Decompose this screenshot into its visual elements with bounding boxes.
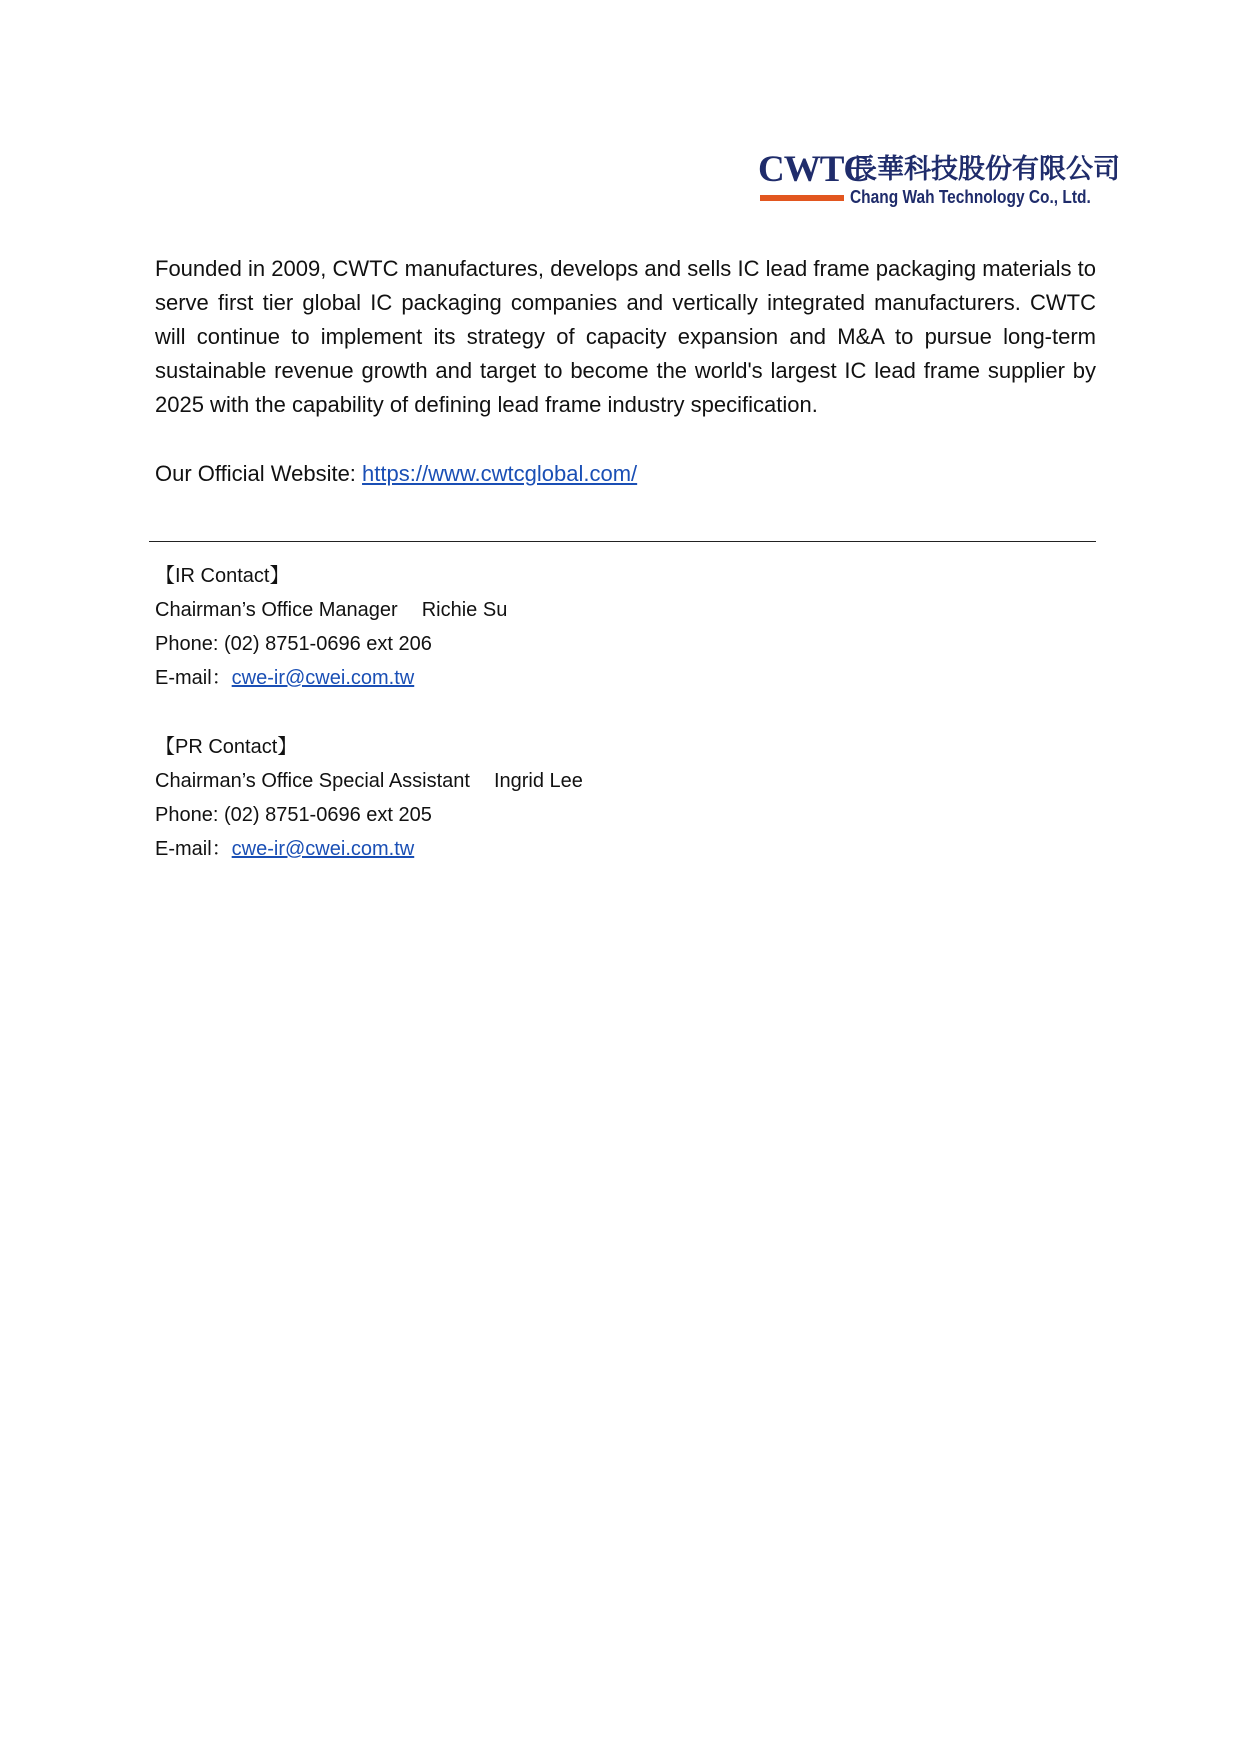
ir-contact-name: Richie Su xyxy=(421,599,508,621)
pr-contact-phone: Phone: (02) 8751-0696 ext 205 xyxy=(155,804,432,826)
pr-contact-email-label: E-mail： xyxy=(155,838,232,860)
logo-accent-bar xyxy=(760,195,844,201)
section-divider xyxy=(149,541,1096,542)
pr-contact-heading: 【PR Contact】 xyxy=(155,736,298,758)
logo-english-name: Chang Wah Technology Co., Ltd. xyxy=(850,187,1091,207)
ir-contact-email-line xyxy=(155,661,855,695)
ir-contact-title: Chairman’s Office Manager xyxy=(155,599,398,621)
website-label: Our Official Website: xyxy=(155,461,363,486)
ir-contact-email-label: E-mail： xyxy=(155,667,232,689)
logo-chinese-name: 長華科技股份有限公司 xyxy=(850,154,1120,185)
pr-contact-email-line xyxy=(155,832,855,866)
ir-contact-block xyxy=(155,559,855,695)
ir-contact-title-line xyxy=(155,593,855,627)
ir-contact-heading: 【IR Contact】 xyxy=(155,565,290,587)
pr-contact-block xyxy=(155,730,855,866)
website-line xyxy=(155,457,637,491)
company-logo xyxy=(758,149,1120,215)
ir-contact-email-link[interactable]: cwe-ir@cwei.com.tw xyxy=(231,667,415,689)
logo-mark: CWTC xyxy=(758,149,870,190)
website-link[interactable]: https://www.cwtcglobal.com/ xyxy=(362,461,638,486)
pr-contact-name: Ingrid Lee xyxy=(493,770,583,792)
pr-contact-title: Chairman’s Office Special Assistant xyxy=(155,770,470,792)
ir-contact-phone: Phone: (02) 8751-0696 ext 206 xyxy=(155,633,432,655)
company-description: Founded in 2009, CWTC manufactures, develops and sells IC lead frame packaging materials to serve first tier global IC packaging companies and vertically integrated manufacturers. CWTC will continue to implement its strategy of capacity expansion and M&A to pursue long-term sustainable revenue growth and target to become the world's largest IC lead frame supplier by 2025 with the capability of defining lead frame industry specification. xyxy=(155,256,1096,417)
pr-contact-title-line xyxy=(155,764,855,798)
pr-contact-email-link[interactable]: cwe-ir@cwei.com.tw xyxy=(231,838,415,860)
